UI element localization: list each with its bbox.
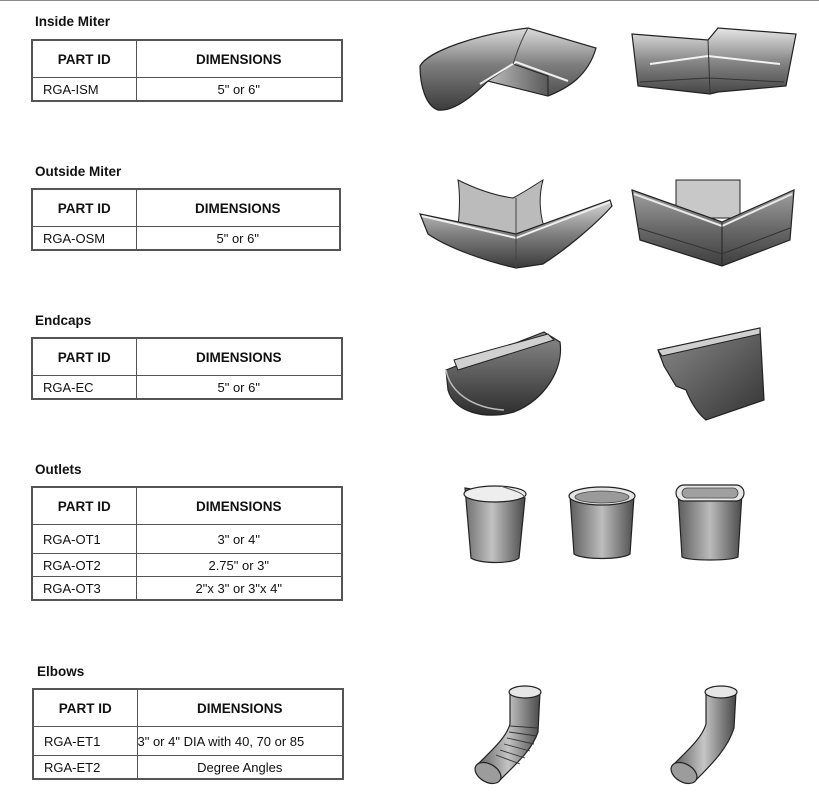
- inside-miter-left-illustration: [418, 26, 600, 116]
- column-header-part-id: PART ID: [32, 189, 136, 227]
- parts-table: [31, 188, 341, 251]
- part-id-cell: RGA-OSM: [32, 227, 136, 251]
- table-row: [32, 376, 342, 400]
- part-id-cell: RGA-OT3: [32, 577, 136, 601]
- elbow-smooth-illustration: [668, 684, 744, 786]
- column-header-dimensions: DIMENSIONS: [136, 189, 340, 227]
- top-divider: [0, 0, 819, 1]
- column-header-dimensions: DIMENSIONS: [137, 689, 343, 727]
- table-row: [32, 525, 342, 554]
- table-row: [32, 554, 342, 577]
- dimensions-cell: 3" or 4" DIA with 40, 70 or 85: [137, 727, 343, 756]
- table-header-row: [32, 189, 340, 227]
- table-row: [32, 78, 342, 102]
- column-header-part-id: PART ID: [32, 40, 136, 78]
- column-header-dimensions: DIMENSIONS: [136, 487, 342, 525]
- elbow-corrugated-illustration: [470, 684, 548, 786]
- section-title: Outside Miter: [35, 164, 122, 179]
- outlet-tapered-illustration: [461, 482, 529, 566]
- table-header-row: [33, 689, 343, 727]
- section-title: Outlets: [35, 462, 82, 477]
- table-row: [33, 727, 343, 756]
- parts-table: [32, 688, 344, 780]
- dimensions-cell: 2.75" or 3": [136, 554, 342, 577]
- column-header-part-id: PART ID: [33, 689, 137, 727]
- part-id-cell: RGA-ET2: [33, 756, 137, 780]
- column-header-part-id: PART ID: [32, 487, 136, 525]
- part-id-cell: RGA-OT1: [32, 525, 136, 554]
- endcap-round-illustration: [444, 330, 564, 418]
- dimensions-cell: 5" or 6": [136, 227, 340, 251]
- column-header-part-id: PART ID: [32, 338, 136, 376]
- section-title: Elbows: [37, 664, 85, 679]
- table-row: [33, 756, 343, 780]
- parts-table: [31, 337, 343, 400]
- section-title: Endcaps: [35, 313, 92, 328]
- part-id-cell: RGA-OT2: [32, 554, 136, 577]
- inside-miter-right-illustration: [630, 26, 800, 96]
- parts-table: [31, 486, 343, 601]
- endcap-k-style-illustration: [656, 326, 768, 424]
- outside-miter-left-illustration: [418, 178, 614, 270]
- outlet-rectangular-illustration: [674, 483, 746, 563]
- table-header-row: [32, 40, 342, 78]
- part-id-cell: RGA-EC: [32, 376, 136, 400]
- dimensions-cell: 2"x 3" or 3"x 4": [136, 577, 342, 601]
- outside-miter-right-illustration: [630, 178, 798, 270]
- dimensions-cell: 5" or 6": [136, 376, 342, 400]
- section-title: Inside Miter: [35, 14, 111, 29]
- table-row: [32, 227, 340, 251]
- part-id-cell: RGA-ET1: [33, 727, 137, 756]
- outlet-round-illustration: [566, 484, 638, 562]
- column-header-dimensions: DIMENSIONS: [136, 40, 342, 78]
- part-id-cell: RGA-ISM: [32, 78, 136, 102]
- dimensions-cell: 3" or 4": [136, 525, 342, 554]
- parts-table: [31, 39, 343, 102]
- dimensions-cell: Degree Angles: [137, 756, 343, 780]
- column-header-dimensions: DIMENSIONS: [136, 338, 342, 376]
- table-header-row: [32, 487, 342, 525]
- dimensions-cell: 5" or 6": [136, 78, 342, 102]
- table-header-row: [32, 338, 342, 376]
- table-row: [32, 577, 342, 601]
